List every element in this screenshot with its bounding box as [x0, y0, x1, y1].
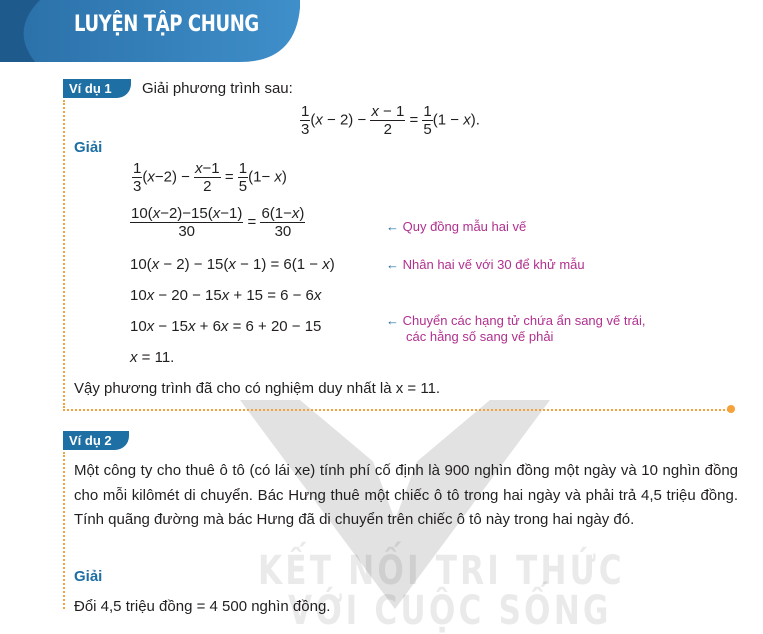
example-2-border-left: [63, 452, 65, 609]
solution-step-5: 10x − 15x + 6x = 6 + 20 − 15: [130, 318, 322, 335]
solution-step-1: $\frac{1}{3}$ (x−2) − $\frac{x-1}{2}$ = $\frac{1}{5}$ (1− x): [133, 160, 287, 195]
example-2-solution-label: Giải: [74, 568, 103, 585]
example-1-solution-label: Giải: [74, 139, 103, 156]
section-title: LUYỆN TẬP CHUNG: [74, 12, 259, 37]
note-3: ← Chuyển các hạng tử chứa ẩn sang vế trái,: [386, 313, 646, 328]
example-2-first-line: Đổi 4,5 triệu đồng = 4 500 nghìn đồng.: [74, 598, 331, 615]
note-1: ← Quy đồng mẫu hai vế: [386, 219, 527, 234]
solution-step-3: 10(x − 2) − 15(x − 1) = 6(1 − x): [130, 256, 335, 273]
example-1-border-bottom: [63, 409, 729, 411]
solution-step-4: 10x − 20 − 15x + 15 = 6 − 6x: [130, 287, 322, 304]
border-end-dot: [727, 405, 735, 413]
watermark-text-1: KẾT NỐI TRI THỨC: [258, 548, 625, 594]
example-2-badge: Ví dụ 2: [63, 431, 129, 450]
example-1-badge: Ví dụ 1: [63, 79, 131, 98]
example-1-prompt: Giải phương trình sau:: [142, 80, 293, 97]
example-2-problem: Một công ty cho thuê ô tô (có lái xe) tính phí cố định là 900 nghìn đồng một ngày và 10 nghìn đồng cho mỗi kilômét di chuyển. Bác Hưng thuê một chiếc ô tô trong hai ngày và phải trả 4,5 triệu đồng. Tính quãng đường mà bác Hưng đã di chuyển trên chiếc ô tô này trong hai ngày đó.: [74, 462, 738, 528]
example-1-border-left: [63, 100, 65, 408]
equation-statement: $\frac{1}{3}$ (x − 2) − $\frac{x - 1}{2}$ = $\frac{1}{5}$ (1 − x).: [301, 103, 480, 138]
watermark-text-2: VỚI CUỘC SỐNG: [288, 588, 612, 634]
solution-step-6: x = 11.: [130, 349, 175, 366]
note-2: ← Nhân hai vế với 30 để khử mẫu: [386, 257, 585, 272]
note-3-continued: các hằng số sang vế phải: [406, 329, 554, 344]
solution-step-2: $\frac{10(x-2)-15(x-1)}{30}$ = $\frac{6(1-x)}{30}$: [131, 205, 305, 240]
example-1-conclusion: Vậy phương trình đã cho có nghiệm duy nhất là x = 11.: [74, 380, 441, 397]
